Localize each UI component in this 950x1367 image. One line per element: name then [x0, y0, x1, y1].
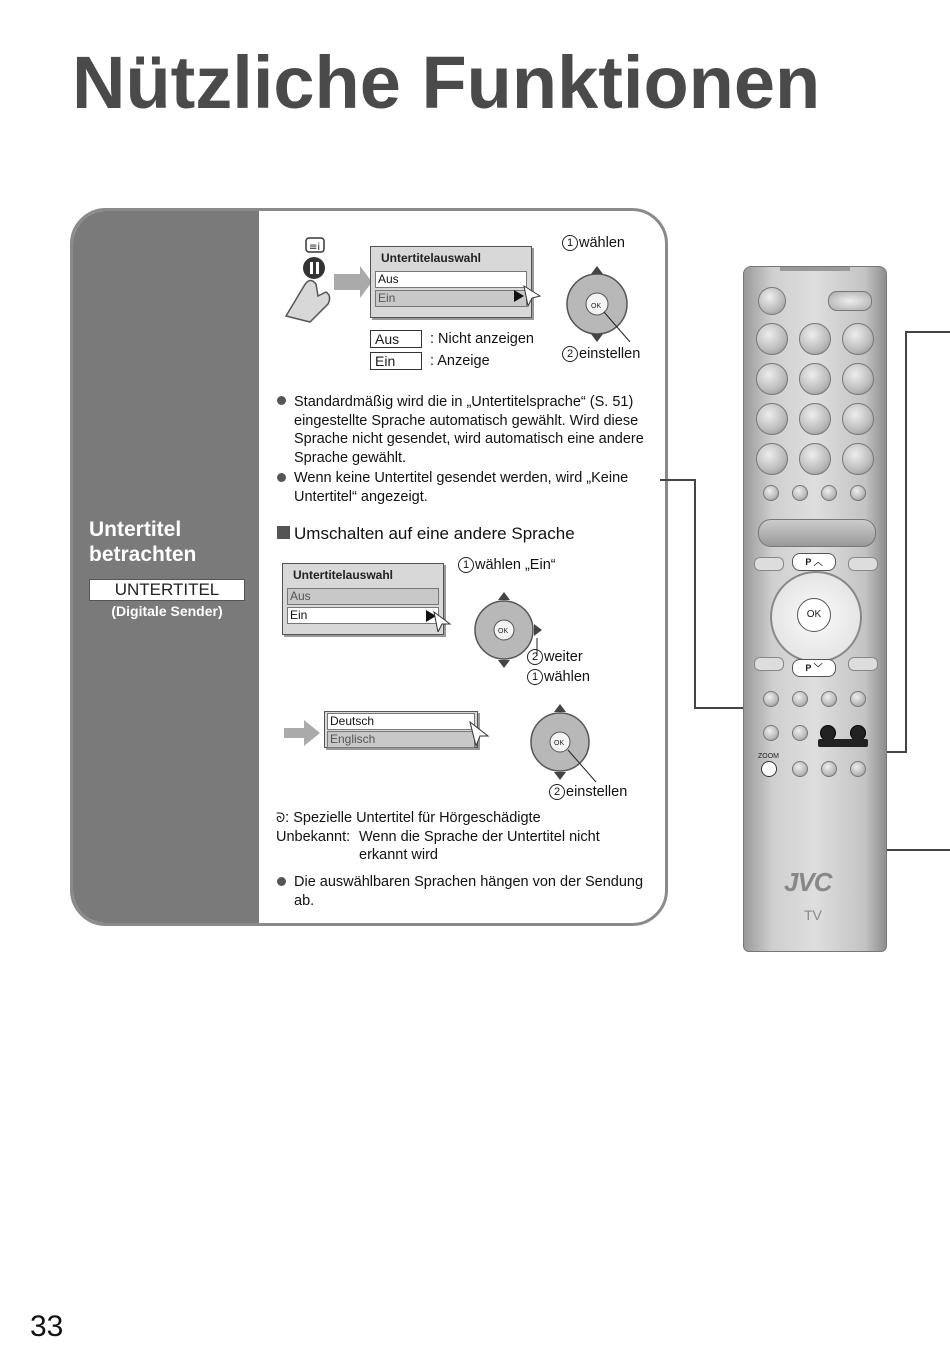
remote-function-strip: [818, 739, 868, 747]
svg-text:OK: OK: [498, 628, 509, 635]
page-title: Nützliche Funktionen: [72, 41, 821, 124]
language-menu: [324, 711, 478, 748]
digital-channels-label: (Digitale Sender): [111, 603, 223, 619]
unknown-text-line2: erkannt wird: [359, 847, 438, 863]
cursor-arrow-icon: [512, 284, 542, 308]
menu-row-aus[interactable]: Aus: [287, 588, 439, 605]
remote-number-button[interactable]: [799, 443, 831, 475]
unknown-label: Unbekannt:: [276, 829, 351, 845]
cursor-arrow-icon: [466, 720, 492, 748]
remote-small-button[interactable]: [763, 725, 779, 741]
svg-text:≡i: ≡i: [309, 242, 321, 253]
menu-row-aus[interactable]: Aus: [375, 271, 527, 288]
remote-p-down-button[interactable]: P ﹀: [792, 659, 836, 677]
remote-small-button[interactable]: [850, 761, 866, 777]
bullet-text-languages: Die auswählbaren Sprachen hängen von der Sendung ab.: [294, 874, 644, 909]
ear-icon: ᘐ: [276, 810, 286, 825]
option-box: Ein: [370, 352, 422, 370]
option-desc: : Anzeige: [430, 352, 490, 369]
remote-number-button[interactable]: [799, 363, 831, 395]
bullet-dot: [277, 396, 286, 405]
step2-select-ein: 1 wählen „Ein“: [458, 556, 556, 575]
step1-confirm: 2 einstellen: [562, 345, 640, 364]
option-ein: [370, 350, 534, 372]
bullet-dot: [277, 877, 286, 886]
remote-power-button[interactable]: [758, 287, 786, 315]
remote-side-button[interactable]: [754, 557, 784, 571]
remote-number-button[interactable]: [756, 363, 788, 395]
section-title-line1: Untertitel: [89, 518, 182, 541]
step2-select: 1 wählen: [527, 668, 590, 687]
bullet-text-default-language: Standardmäßig wird die in „Untertitelsprache“ (S. 51) eingestellte Sprache automatisch gewählt. Wird diese Sprache nicht gesendet, wird automatisch eine andere Sprache gewählt.: [294, 394, 644, 466]
svg-text:OK: OK: [591, 303, 602, 310]
untertitel-button-label: UNTERTITEL: [89, 579, 245, 601]
remote-color-bar[interactable]: [758, 519, 876, 547]
menu-row-ein[interactable]: Ein: [287, 607, 439, 624]
hand-press-icon: [276, 236, 372, 328]
step2-next: 2 weiter: [527, 648, 583, 667]
remote-number-button[interactable]: [756, 403, 788, 435]
remote-brand-logo: JVC: [784, 867, 832, 897]
remote-small-button[interactable]: [763, 691, 779, 707]
option-box: Aus: [370, 330, 422, 348]
remote-small-button[interactable]: [821, 485, 837, 501]
panel-sidebar: [73, 211, 259, 923]
dpad-icon: [560, 262, 640, 342]
remote-control: [743, 266, 887, 952]
remote-small-button[interactable]: [821, 691, 837, 707]
remote-tv-label: TV: [804, 907, 822, 923]
remote-number-button[interactable]: [756, 443, 788, 475]
option-list: [370, 328, 534, 372]
bullet-dot: [277, 473, 286, 482]
unknown-text-line1: Wenn die Sprache der Untertitel nicht: [359, 829, 600, 845]
bullet-text-no-subtitles: Wenn keine Untertitel gesendet werden, wird „Keine Untertitel“ angezeigt.: [294, 470, 629, 505]
remote-zoom-button[interactable]: [761, 761, 777, 777]
remote-number-button[interactable]: [799, 403, 831, 435]
subsection-heading: Umschalten auf eine andere Sprache: [294, 524, 575, 543]
remote-number-button[interactable]: [842, 363, 874, 395]
menu-row-deutsch[interactable]: Deutsch: [327, 713, 475, 730]
remote-side-button[interactable]: [848, 657, 878, 671]
remote-small-button[interactable]: [821, 761, 837, 777]
menu-header: Untertitelauswahl: [293, 568, 394, 582]
remote-ok-button[interactable]: OK: [797, 598, 831, 632]
section-title-line2: betrachten: [89, 543, 197, 566]
subtitle-menu-1: [370, 246, 532, 318]
hearing-impaired-note: ᘐ: Spezielle Untertitel für Hörgeschädigte: [276, 810, 541, 826]
menu-header: Untertitelauswahl: [381, 251, 482, 265]
remote-small-button[interactable]: [850, 691, 866, 707]
remote-small-button[interactable]: [763, 485, 779, 501]
page-number: 33: [30, 1310, 64, 1343]
section-title: [89, 517, 196, 567]
arrow-right-icon: [284, 720, 320, 746]
remote-small-button[interactable]: [792, 485, 808, 501]
remote-zoom-label: ZOOM: [758, 753, 779, 760]
svg-text:OK: OK: [554, 740, 565, 747]
remote-number-button[interactable]: [799, 323, 831, 355]
remote-small-button[interactable]: [850, 485, 866, 501]
remote-small-button[interactable]: [792, 761, 808, 777]
cursor-arrow-icon: [424, 606, 454, 632]
menu-row-ein[interactable]: Ein: [375, 290, 527, 307]
step1-select: 1 wählen: [562, 234, 625, 253]
dpad-icon: [526, 702, 600, 786]
remote-number-button[interactable]: [756, 323, 788, 355]
remote-number-button[interactable]: [842, 323, 874, 355]
remote-side-button[interactable]: [848, 557, 878, 571]
remote-side-button[interactable]: [754, 657, 784, 671]
subtitle-menu-2: [282, 563, 444, 635]
remote-number-button[interactable]: [842, 403, 874, 435]
remote-small-button[interactable]: [792, 725, 808, 741]
menu-row-englisch[interactable]: Englisch: [327, 731, 475, 748]
remote-small-button[interactable]: [792, 691, 808, 707]
subsection-marker: [277, 526, 290, 539]
remote-p-up-button[interactable]: P ︿: [792, 553, 836, 571]
step2-confirm: 2 einstellen: [549, 783, 627, 802]
option-desc: : Nicht anzeigen: [430, 330, 534, 347]
remote-number-button[interactable]: [842, 443, 874, 475]
remote-input-button[interactable]: [828, 291, 872, 311]
option-aus: [370, 328, 534, 350]
remote-top-edge: [780, 267, 850, 271]
